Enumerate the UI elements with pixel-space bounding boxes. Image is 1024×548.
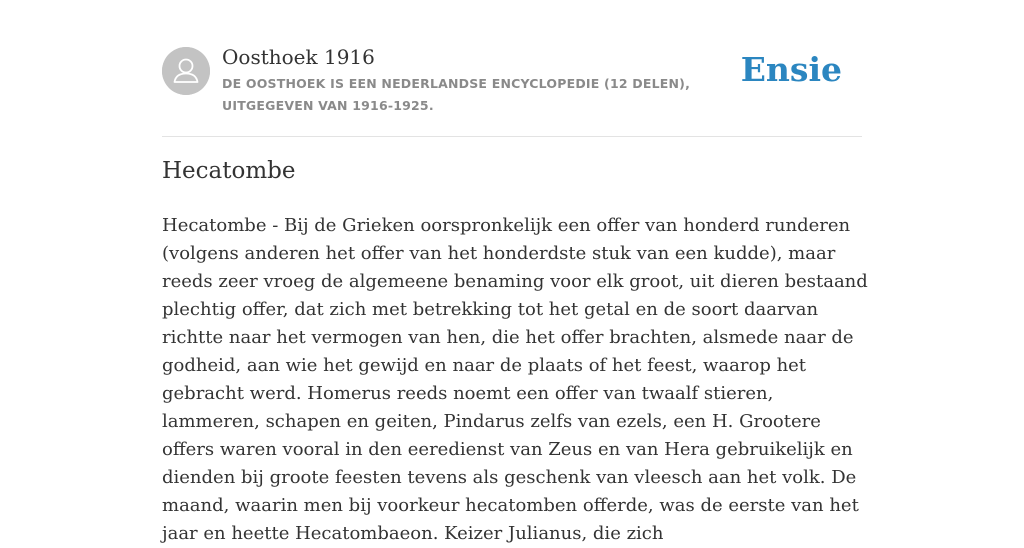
author-avatar[interactable] — [162, 47, 210, 95]
entry-title: Hecatombe — [162, 158, 296, 184]
ensie-logo[interactable]: Ensie — [740, 50, 842, 89]
entry-body: Hecatombe - Bij de Grieken oorspronkelijk een offer van honderd runderen (volgens anderen het offer van het honderdste stuk van een kudde), maar reeds zeer vroeg de algemeene benaming voor elk groot, uit dieren bestaand plechtig offer, dat zich met betrekking tot het getal en de soort daarvan richtte naar het vermogen van hen, die het offer brachten, alsmede naar de godheid, aan wie het gewijd en naar de plaats of het feest, waarop het gebracht werd. Homerus reeds noemt een offer van twaalf stieren, lammeren, schapen en geiten, Pindarus zelfs van ezels, een H. Grootere offers waren vooral in den eeredienst van Zeus en van Hera gebruikelijk en dienden bij groote feesten tevens als geschenk van vleesch aan het volk. De maand, waarin men bij voorkeur hecatomben offerde, was de eerste van het jaar en heette Hecatombaeon. Keizer Julianus, die zich — [162, 215, 868, 544]
source-name[interactable]: Oosthoek 1916 — [222, 45, 375, 69]
source-header — [162, 40, 862, 137]
source-description: DE OOSTHOEK IS EEN NEDERLANDSE ENCYCLOPEDIE (12 DELEN), UITGEGEVEN VAN 1916-1925. — [222, 76, 691, 113]
person-icon — [162, 47, 210, 95]
